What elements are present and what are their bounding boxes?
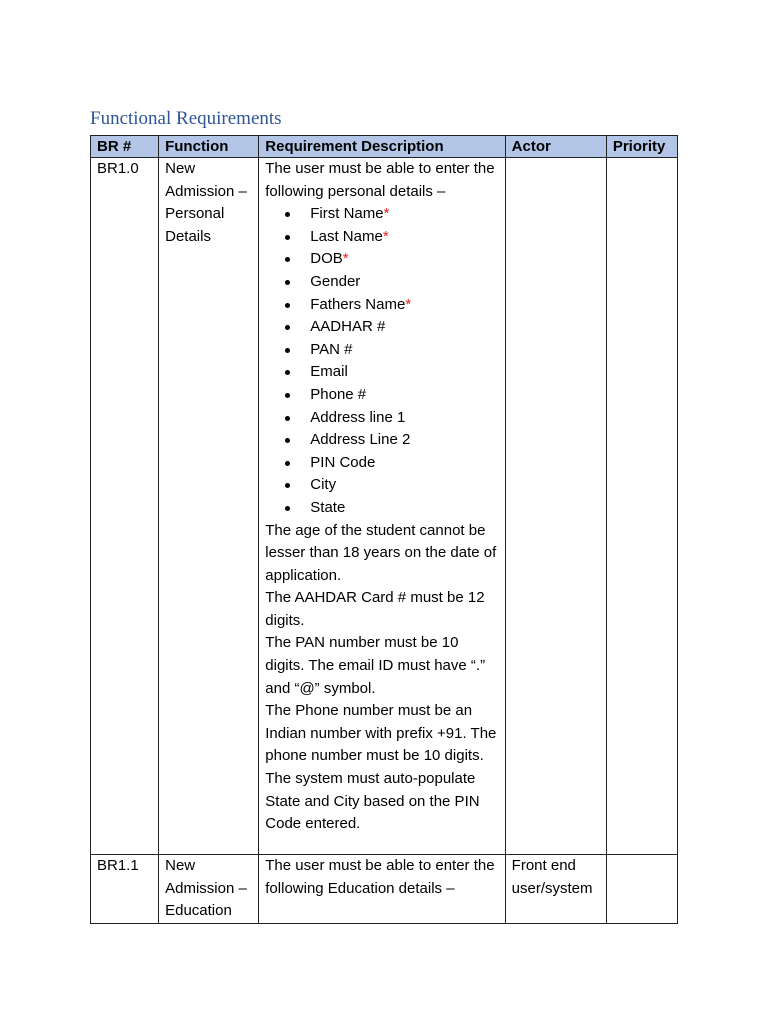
column-header-requirement: Requirement Description bbox=[259, 136, 505, 158]
br-cell: BR1.0 bbox=[91, 158, 159, 855]
list-item: AADHAR # bbox=[285, 316, 498, 339]
list-item: Email bbox=[285, 361, 498, 384]
required-mark: * bbox=[382, 227, 389, 245]
list-item: Phone # bbox=[285, 384, 498, 407]
requirement-cell: The user must be able to enter the following Education details – bbox=[259, 855, 505, 924]
function-cell: New Admission – Education bbox=[159, 855, 259, 924]
validation-rule: The Phone number must be an Indian number with prefix +91. The phone number must be 10 digits. bbox=[265, 702, 497, 765]
list-item: Fathers Name* bbox=[285, 294, 498, 317]
list-item: PIN Code bbox=[285, 452, 498, 475]
validation-rule: The system must auto-populate State and City based on the PIN Code entered. bbox=[265, 770, 480, 833]
list-item: Address Line 2 bbox=[285, 429, 498, 452]
requirement-intro: The user must be able to enter the following personal details – bbox=[265, 160, 495, 200]
column-header-priority: Priority bbox=[606, 136, 677, 158]
validation-rule: The age of the student cannot be lesser than 18 years on the date of application. bbox=[265, 521, 497, 584]
table-header-row bbox=[91, 136, 678, 158]
column-header-actor: Actor bbox=[505, 136, 606, 158]
required-mark: * bbox=[342, 250, 349, 268]
column-header-br: BR # bbox=[91, 136, 159, 158]
list-item: State bbox=[285, 497, 498, 520]
list-item: First Name* bbox=[285, 203, 498, 226]
actor-cell: Front end user/system bbox=[505, 855, 606, 924]
br-cell: BR1.1 bbox=[91, 855, 159, 924]
validation-rule: The PAN number must be 10 digits. The email ID must have “.” and “@” symbol. bbox=[265, 634, 486, 697]
requirements-table bbox=[90, 135, 678, 924]
column-header-function: Function bbox=[159, 136, 259, 158]
required-mark: * bbox=[405, 295, 412, 313]
list-item: PAN # bbox=[285, 339, 498, 362]
section-heading: Functional Requirements bbox=[90, 108, 282, 129]
table-row bbox=[91, 855, 678, 924]
list-item: Address line 1 bbox=[285, 407, 498, 430]
list-item: DOB* bbox=[285, 248, 498, 271]
priority-cell bbox=[606, 855, 677, 924]
validation-rule: The AAHDAR Card # must be 12 digits. bbox=[265, 589, 485, 629]
actor-cell bbox=[505, 158, 606, 855]
required-mark: * bbox=[383, 205, 390, 223]
requirement-cell bbox=[259, 158, 505, 855]
table-row bbox=[91, 158, 678, 855]
list-item: Last Name* bbox=[285, 226, 498, 249]
function-cell: New Admission – Personal Details bbox=[159, 158, 259, 855]
list-item: Gender bbox=[285, 271, 498, 294]
priority-cell bbox=[606, 158, 677, 855]
list-item: City bbox=[285, 474, 498, 497]
field-list bbox=[265, 203, 498, 519]
